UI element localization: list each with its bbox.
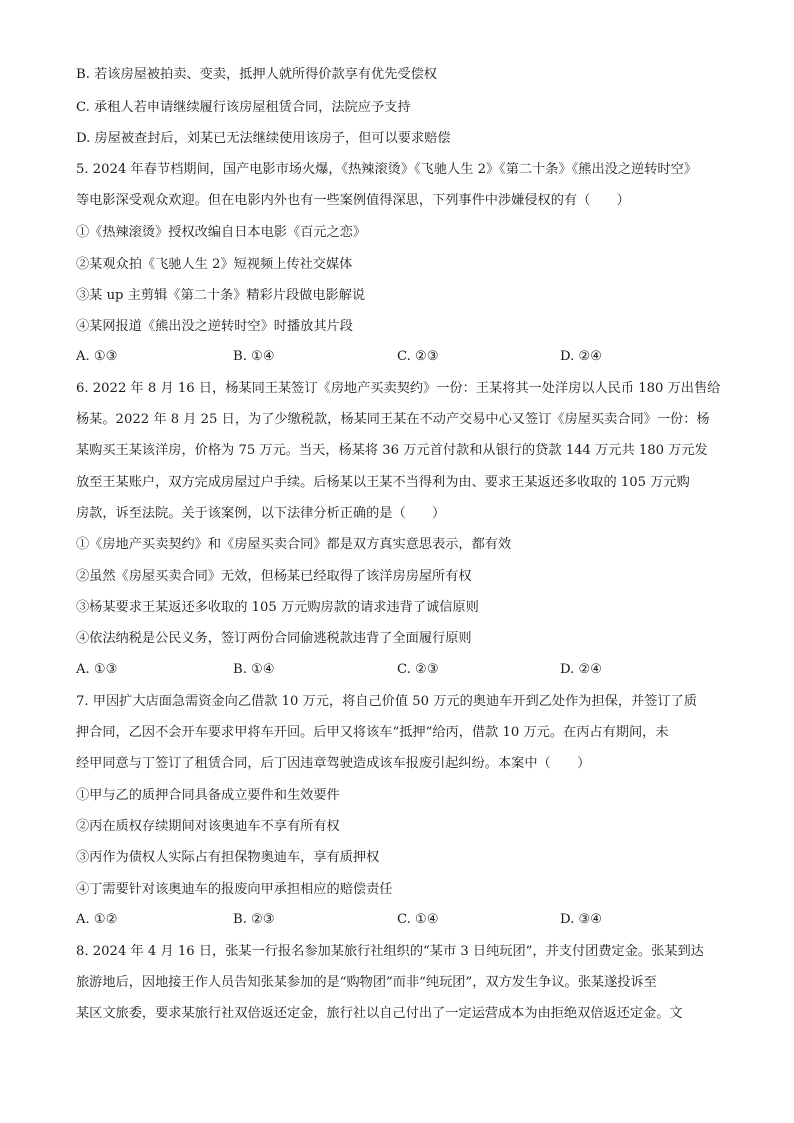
q7-item: ②丙在质权存续期间对该奥迪车不享有所有权 <box>76 819 340 834</box>
q5-option-a: A. ①③ <box>76 349 118 364</box>
q6-stem-line: 放至王某账户，双方完成房屋过户手续。后杨某以王某不当得利为由、要求王某返还多收取的 105 万元购 <box>76 475 690 490</box>
option-c-text: C. 承租人若申请继续履行该房屋租赁合同，法院应予支持 <box>76 100 411 115</box>
q7-options <box>76 911 736 929</box>
q6-item: ①《房地产买卖契约》和《房屋买卖合同》都是双方真实意思表示，都有效 <box>76 537 512 552</box>
q7-item: ③丙作为债权人实际占有担保物奥迪车，享有质押权 <box>76 850 380 865</box>
q6-stem-line: 6. 2022 年 8 月 16 日，杨某同王某签订《房地产买卖契约》一份：王某将其一处洋房以人民币 180 万出售给 <box>76 381 721 396</box>
q8-stem-line: 8. 2024 年 4 月 16 日，张某一行报名参加某旅行社组织的“某市 3 日纯玩团”，并支付团费定金。张某到达 <box>76 944 704 959</box>
q6-stem-line: 房款，诉至法院。关于该案例，以下法律分析正确的是（ ） <box>76 506 446 521</box>
q7-item: ①甲与乙的质押合同具备成立要件和生效要件 <box>76 788 340 803</box>
q6-item: ②虽然《房屋买卖合同》无效，但杨某已经取得了该洋房房屋所有权 <box>76 569 472 584</box>
q7-stem-line: 7. 甲因扩大店面急需资金向乙借款 10 万元，将自己价值 50 万元的奥迪车开到乙处作为担保，并签订了质 <box>76 694 697 709</box>
q5-item: ④某网报道《熊出没之逆转时空》时播放其片段 <box>76 319 353 334</box>
q5-options <box>76 348 736 366</box>
q6-option-d: D. ②④ <box>560 662 603 677</box>
q5-option-b: B. ①④ <box>233 349 275 364</box>
q7-option-c: C. ①④ <box>397 912 439 927</box>
q8-stem-line: 旅游地后，因地接王作人员告知张某参加的是“购物团”而非“纯玩团”，双方发生争议。张某遂投诉至 <box>76 975 657 990</box>
q5-option-d: D. ②④ <box>560 349 603 364</box>
q5-item: ③某 up 主剪辑《第二十条》精彩片段做电影解说 <box>76 288 366 303</box>
q7-stem-line: 押合同，乙因不会开车要求甲将车开回。后甲又将该车“抵押”给丙，借款 10 万元。在丙占有期间，未 <box>76 725 669 740</box>
q5-stem-line: 等电影深受观众欢迎。但在电影内外也有一些案例值得深思，下列事件中涉嫌侵权的有（ ） <box>76 193 630 208</box>
q6-option-a: A. ①③ <box>76 662 118 677</box>
q6-options <box>76 661 736 679</box>
q6-item: ④依法纳税是公民义务，签订两份合同偷逃税款违背了全面履行原则 <box>76 631 472 646</box>
q5-item: ①《热辣滚烫》授权改编自日本电影《百元之恋》 <box>76 225 367 240</box>
q6-option-c: C. ②③ <box>397 662 439 677</box>
q7-option-d: D. ③④ <box>560 912 603 927</box>
q8-stem-line: 某区文旅委，要求某旅行社双倍返还定金，旅行社以自己付出了一定运营成本为由拒绝双倍返还定金。文 <box>76 1006 683 1021</box>
q5-item: ②某观众拍《飞驰人生 2》短视频上传社交媒体 <box>76 257 353 272</box>
option-b-text: B. 若该房屋被拍卖、变卖，抵押人就所得价款享有优先受偿权 <box>76 67 437 82</box>
q7-option-a: A. ①② <box>76 912 118 927</box>
q7-item: ④丁需要针对该奥迪车的报废向甲承担相应的赔偿责任 <box>76 882 393 897</box>
q5-option-c: C. ②③ <box>397 349 439 364</box>
q6-stem-line: 杨某。2022 年 8 月 25 日，为了少缴税款，杨某同王某在不动产交易中心又签订《房屋买卖合同》一份：杨 <box>76 412 710 427</box>
q7-option-b: B. ②③ <box>233 912 275 927</box>
q7-stem-line: 经甲同意与丁签订了租赁合同，后丁因违章驾驶造成该车报废引起纠纷。本案中（ ） <box>76 756 591 771</box>
q6-option-b: B. ①④ <box>233 662 275 677</box>
q6-stem-line: 某购买王某该洋房，价格为 75 万元。当天，杨某将 36 万元首付款和从银行的贷款 144 万元共 180 万元发 <box>76 443 708 458</box>
q6-item: ③杨某要求王某返还多收取的 105 万元购房款的请求违背了诚信原则 <box>76 600 479 615</box>
q5-stem-line: 5. 2024 年春节档期间，国产电影市场火爆，《热辣滚烫》《飞驰人生 2》《第二十条》《熊出没之逆转时空》 <box>76 162 697 177</box>
option-d-text: D. 房屋被查封后，刘某已无法继续使用该房子，但可以要求赔偿 <box>76 131 451 146</box>
